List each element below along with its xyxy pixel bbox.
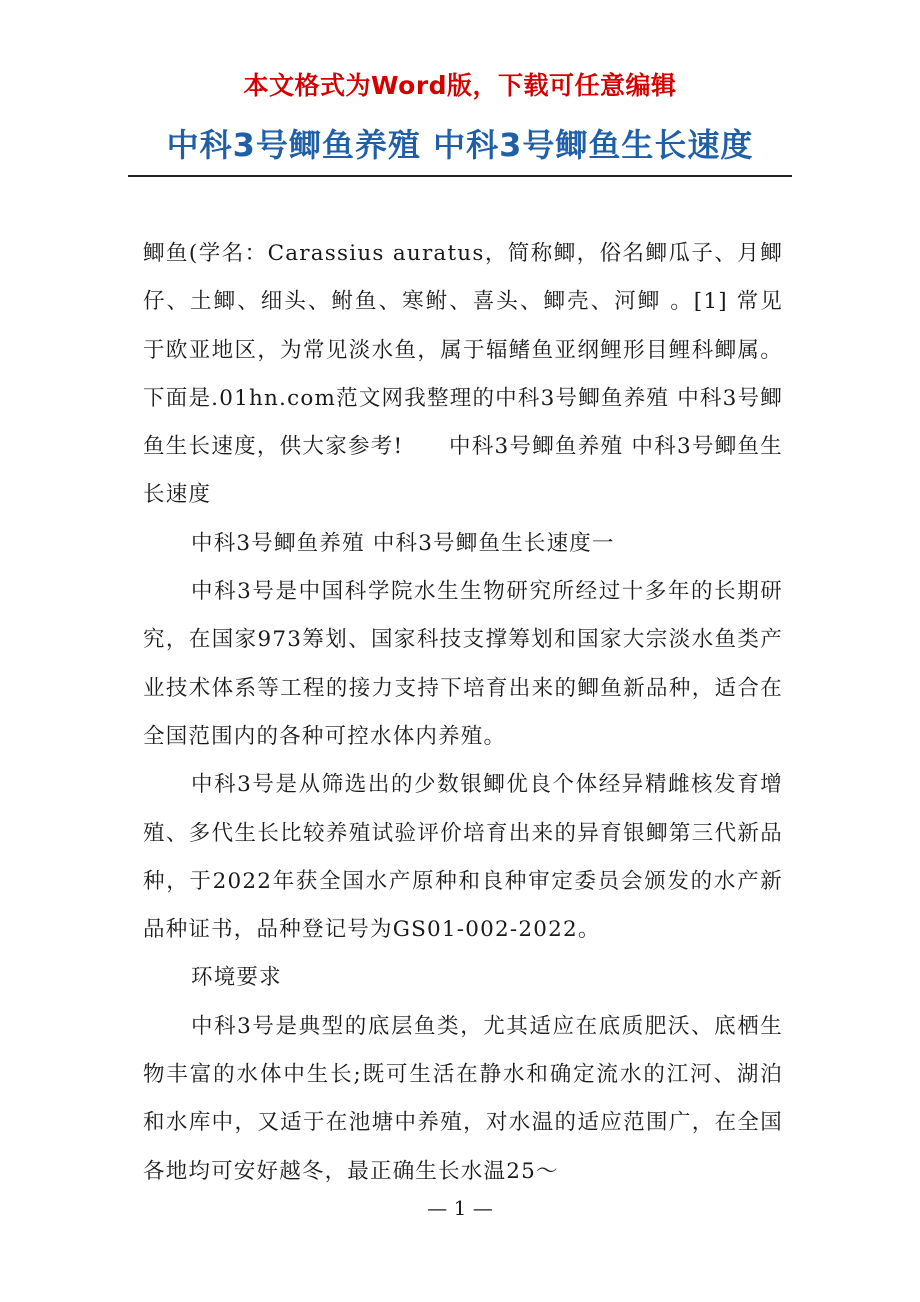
paragraph: 中科3号是从筛选出的少数银鲫优良个体经异精雌核发育增殖、多代生长比较养殖试验评价培育出来的异育银鲫第三代新品种，于2022年获全国水产原种和良种审定委员会颁发的水产新品种证书，品种登记号为GS01-002-2022。	[143, 772, 783, 943]
page-title: 中科3号鲫鱼养殖 中科3号鲫鱼生长速度	[166, 126, 754, 164]
title-divider	[128, 175, 792, 177]
section-heading: 环境要求	[191, 965, 282, 991]
paragraph-intro: 鲫鱼(学名：Carassius auratus，简称鲫，俗名鲫瓜子、月鲫仔、土鲫、细头、鲋鱼、寒鲋、喜头、鲫壳、河鲫 。[1] 常见于欧亚地区，为常见淡水鱼，属于辐鳍鱼亚纲鲤形目鲤科鲫属。下面是.01hn.com范文网我整理的中科3号鲫鱼养殖 中科3号鲫鱼生长速度，供大家参考! 中科3号鲫鱼养殖 中科3号鲫鱼生长速度	[143, 241, 783, 508]
paragraph: 中科3号是典型的底层鱼类，尤其适应在底质肥沃、底栖生物丰富的水体中生长;既可生活在静水和确定流水的江河、湖泊和水库中，又适于在池塘中养殖，对水温的适应范围广，在全国各地均可安好越冬，最正确生长水温25～	[143, 1013, 783, 1184]
page-number: — 1 —	[427, 1196, 493, 1220]
section-heading: 中科3号鲫鱼养殖 中科3号鲫鱼生长速度一	[191, 530, 615, 556]
article-body	[143, 230, 783, 1196]
format-notice: 本文格式为Word版，下载可任意编辑	[243, 71, 677, 100]
paragraph: 中科3号是中国科学院水生生物研究所经过十多年的长期研究，在国家973筹划、国家科技支撑筹划和国家大宗淡水鱼类产业技术体系等工程的接力支持下培育出来的鲫鱼新品种，适合在全国范围内的各种可控水体内养殖。	[143, 579, 783, 749]
